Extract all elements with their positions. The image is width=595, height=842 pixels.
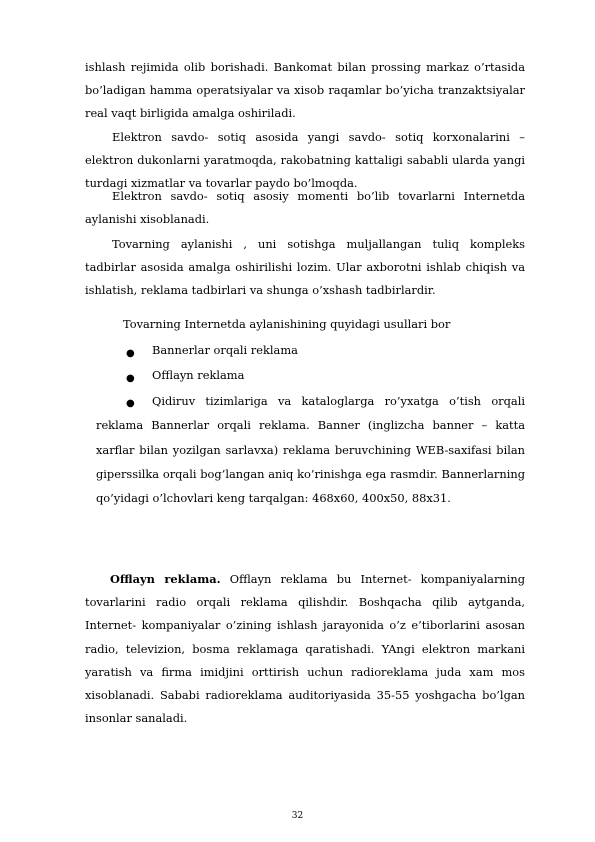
paragraph-circulation: Tovarning aylanishi , uni sotishga muljallangan tuliq kompleks tadbirlar asosida amalga oshirilishi lozim. Ular axborotni ishlab chiqish va ishlatish, reklama tadbirlari va shunga o’xshash tadbirlardir. <box>85 237 525 298</box>
bullet-icon: ● <box>126 373 135 384</box>
bullet-icon: ● <box>126 348 135 359</box>
list-item-banner: Bannerlar orqali reklama <box>152 343 298 357</box>
paragraph-main-moment: Elektron savdo- sotiq asosiy momenti bo’lib tovarlarni Internetda aylanishi xisoblanadi. <box>85 189 525 227</box>
list-item-search-systems: Qidiruv tizimlariga va kataloglarga ro’yxatga o’tish orqali reklama Bannerlar orqali reklama. Banner (inglizcha banner – katta xarflar bilan yozilgan sarlavxa) reklama beruvchining WEB-saxifasi bilan giperssilka orqali bog’langan aniq ko’rinishga ega rasmdir. Bannerlarning qo’yidagi o’lchovlari keng tarqalgan: 468x60, 400x50, 88x31. <box>96 394 525 506</box>
paragraph-methods-intro: Tovarning Internetda aylanishining quyidagi usullari bor <box>123 317 451 331</box>
list-item-offline: Offlayn reklama <box>152 368 245 382</box>
page-number: 32 <box>291 811 304 821</box>
offline-heading: Offlayn reklama. <box>110 572 221 586</box>
paragraph-electronic-shops: Elektron savdo- sotiq asosida yangi savdo- sotiq korxonalarini – elektron dukonlarni yaratmoqda, rakobatning kattaligi sababli ularda yangi turdagi xizmatlar va tovarlar paydo bo’lmoqda. <box>85 130 525 191</box>
paragraph-atm: ishlash rejimida olib borishadi. Bankomat bilan prossing markaz o’rtasida bo’ladigan hamma operatsiyalar va xisob raqamlar bo’yicha tranzaktsiyalar real vaqt birligida amalga oshiriladi. <box>85 60 525 121</box>
offline-body: Offlayn reklama bu Internet- kompaniyalarning tovarlarini radio orqali reklama qilishdir. Boshqacha qilib aytganda, Internet- kompaniyalar o’zining ishlash jarayonida o’z e’tiborlarini asosan radio, televizion, bosma reklamaga qaratishadi. YAngi elektron markani yaratish va firma imidjini orttirish uchun radioreklama juda xam mos xisoblanadi. Sababi radioreklama auditoriyasida 35-55 yoshgacha bo’lgan insonlar sanaladi. <box>85 572 525 726</box>
bullet-icon: ● <box>126 398 135 409</box>
paragraph-offline-advertising <box>85 568 525 730</box>
